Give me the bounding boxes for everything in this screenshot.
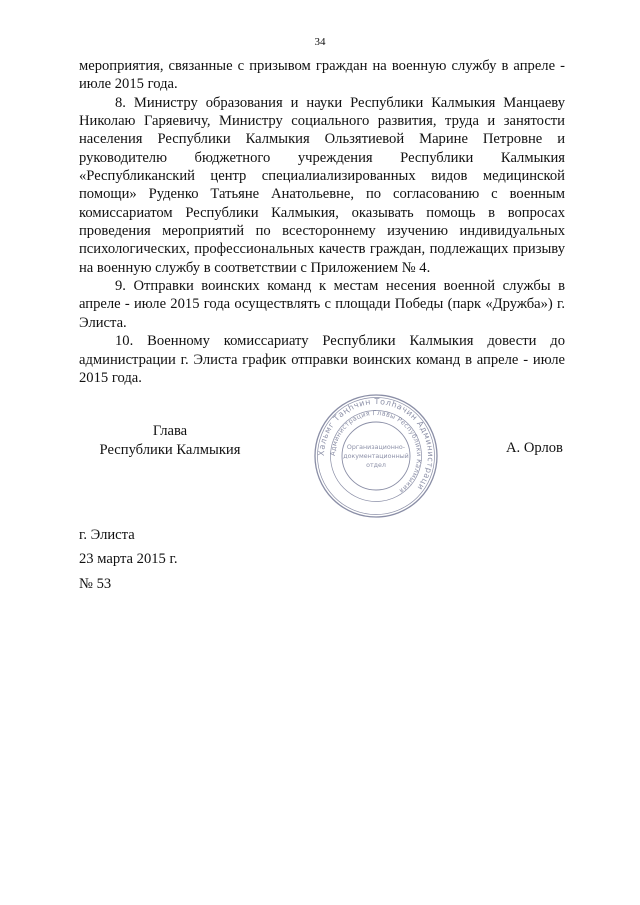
- signatory-title: [70, 422, 270, 459]
- paragraph-continuation: мероприятия, связанные с призывом граждан на военную службу в апреле - июле 2015 года.: [79, 58, 565, 93]
- paragraph-10: 10. Военному комиссариату Республики Калмыкия довести до администрации г. Элиста график отправки воинских команд в апреле - июле 2015 года.: [79, 333, 565, 386]
- seal-center-line3: отдел: [366, 462, 386, 469]
- signatory-title-line1: Глава: [152, 423, 188, 439]
- document-place: г. Элиста: [79, 527, 135, 543]
- document-date: 23 марта 2015 г.: [79, 551, 178, 567]
- document-number: № 53: [79, 576, 112, 592]
- signatory-name: А. Орлов: [506, 440, 563, 456]
- seal-center-line1: Организационно-: [346, 444, 406, 451]
- paragraph-8: 8. Министру образования и науки Республики Калмыкия Манцаеву Николаю Гаряевичу, Министру социального развития, труда и занятости населения Республики Калмыкия Ользятиевой Марине Петровне и руководителю бюджетного учреждения Республики Калмыкия «Республиканский центр специалиализированных видов медицинской помощи» Руденко Татьяне Анатольевне, по согласованию с военным комиссариатом Республики Калмыкия, оказывать помощь в вопросах проведения мероприятий по всестороннему изучению индивидуальных психологических, профессиональных качеств граждан, подлежащих призыву на военную службу в соответствии с Приложением № 4.: [79, 94, 565, 276]
- seal-outer-text: Хальмг Таңһчин Толһачин Администраци: [316, 396, 436, 493]
- official-seal: [312, 392, 440, 520]
- seal-center-line2: документационный: [343, 453, 409, 460]
- seal-inner-text: Администрация Главы Республики Калмыкия: [328, 408, 424, 495]
- paragraph-9: 9. Отправки воинских команд к местам несения военной службы в апреле - июле 2015 года осуществлять с площади Победы (парк «Дружба») г. Элиста.: [79, 278, 565, 331]
- document-body: [79, 57, 565, 387]
- signatory-title-line2: Республики Калмыкия: [99, 441, 241, 458]
- page-number: 34: [314, 36, 326, 48]
